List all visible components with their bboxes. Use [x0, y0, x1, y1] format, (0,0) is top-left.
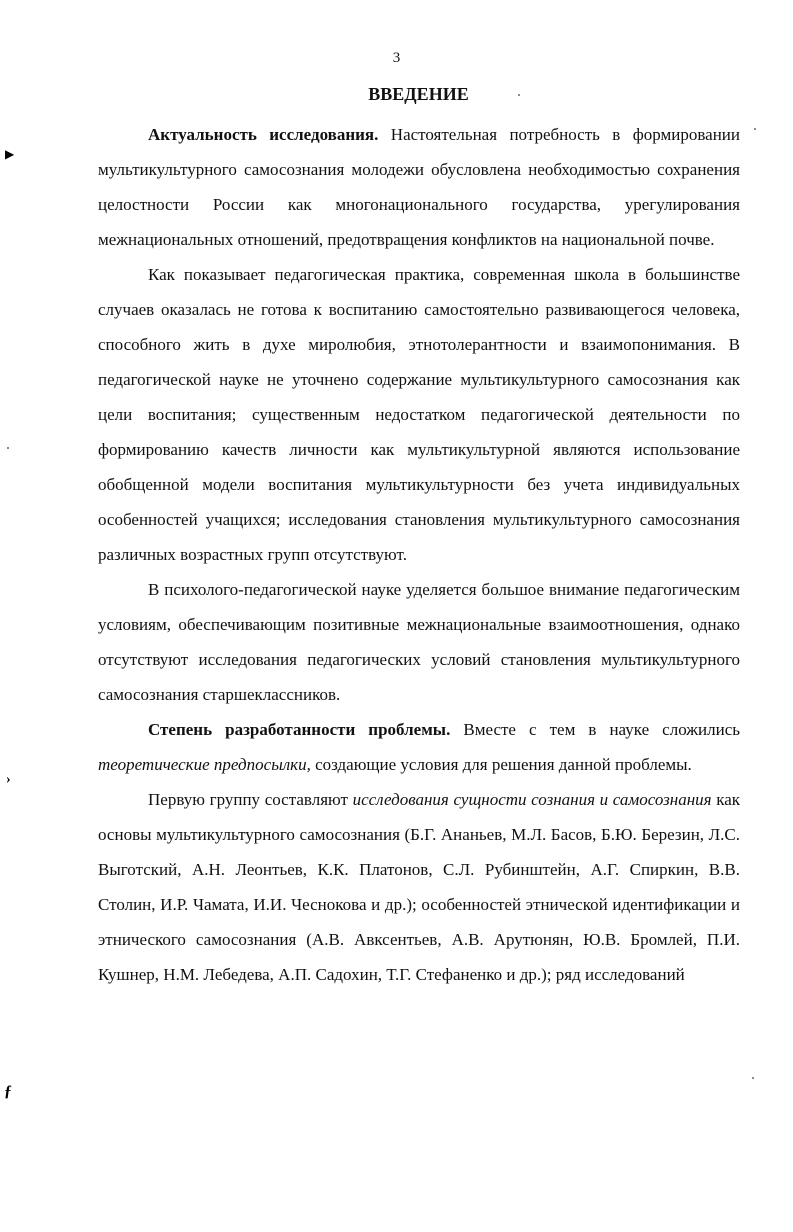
development-heading: Степень разработанности проблемы. — [148, 720, 451, 739]
paragraph-practice — [98, 257, 740, 572]
development-text-b: создающие условия для решения данной проблемы. — [310, 755, 692, 774]
page-number: 3 — [392, 50, 401, 66]
practice-text: Как показывает педагогическая практика, современная школа в большинстве случаев оказалась не готова к воспитанию самостоятельно развивающегося человека, способного жить в духе миролюбия, этнотолерантности и взаимопонимания. В педагогической науке не уточнено содержание мультикультурного самосознания как цели воспитания; существенным недостатком педагогической деятельности по формированию качеств личности как мультикультурной являются использование обобщенной модели воспитания мультикультурности без учета индивидуальных особенностей учащихся; исследования становления мультикультурного самосознания различных возрастных групп отсутствуют. — [98, 265, 740, 564]
first-group-text-b: как основы мультикультурного самосознания (Б.Г. Ананьев, М.Л. Басов, Б.Ю. Березин, Л.С. Выготский, А.Н. Леонтьев, К.К. Платонов, С.Л. Рубинштейн, А.Г. Спиркин, В.В. Столин, И.Р. Чамата, И.И. Чеснокова и др.); особенностей этнической идентификации и этнического самосознания (А.В. Авксентьев, А.В. Арутюнян, Ю.В. Бромлей, П.И. Кушнер, Н.М. Лебедева, А.П. Садохин, Т.Г. Стефаненко и др.); ряд исследований — [98, 790, 741, 984]
scan-speck — [518, 94, 520, 96]
scan-speck — [752, 1077, 754, 1079]
paragraph-science — [98, 572, 740, 712]
scan-speck — [7, 447, 9, 449]
paragraph-first-group — [98, 782, 740, 992]
scan-mark-top: ▶ — [5, 147, 15, 161]
first-group-italic: исследования сущности сознания и самосознания — [352, 790, 712, 809]
relevance-text: Настоятельная потребность в формировании мультикультурного самосознания молодежи обусловлена необходимостью сохранения целостности России как многонационального государства, урегулирования межнациональных отношений, предотвращения конфликтов на национальной почве. — [98, 125, 740, 249]
first-group-text-a: Первую группу составляют — [148, 790, 353, 809]
science-text: В психолого-педагогической науке уделяется большое внимание педагогическим условиям, обеспечивающим позитивные межнациональные взаимоотношения, однако отсутствуют исследования педагогических условий становления мультикультурного самосознания старшеклассников. — [98, 580, 740, 704]
development-text-a: Вместе с тем в науке сложились — [450, 720, 741, 739]
page-title: ВВЕДЕНИЕ — [368, 84, 469, 104]
scan-mark-bottom: ƒ — [4, 1083, 12, 1100]
paragraph-relevance — [98, 117, 740, 257]
body-text — [98, 117, 740, 992]
scan-speck — [754, 128, 756, 130]
paragraph-development — [98, 712, 740, 782]
scan-mark-middle: › — [6, 772, 11, 787]
development-italic: теоретические предпосылки, — [98, 755, 311, 774]
relevance-heading: Актуальность исследования. — [148, 125, 379, 144]
